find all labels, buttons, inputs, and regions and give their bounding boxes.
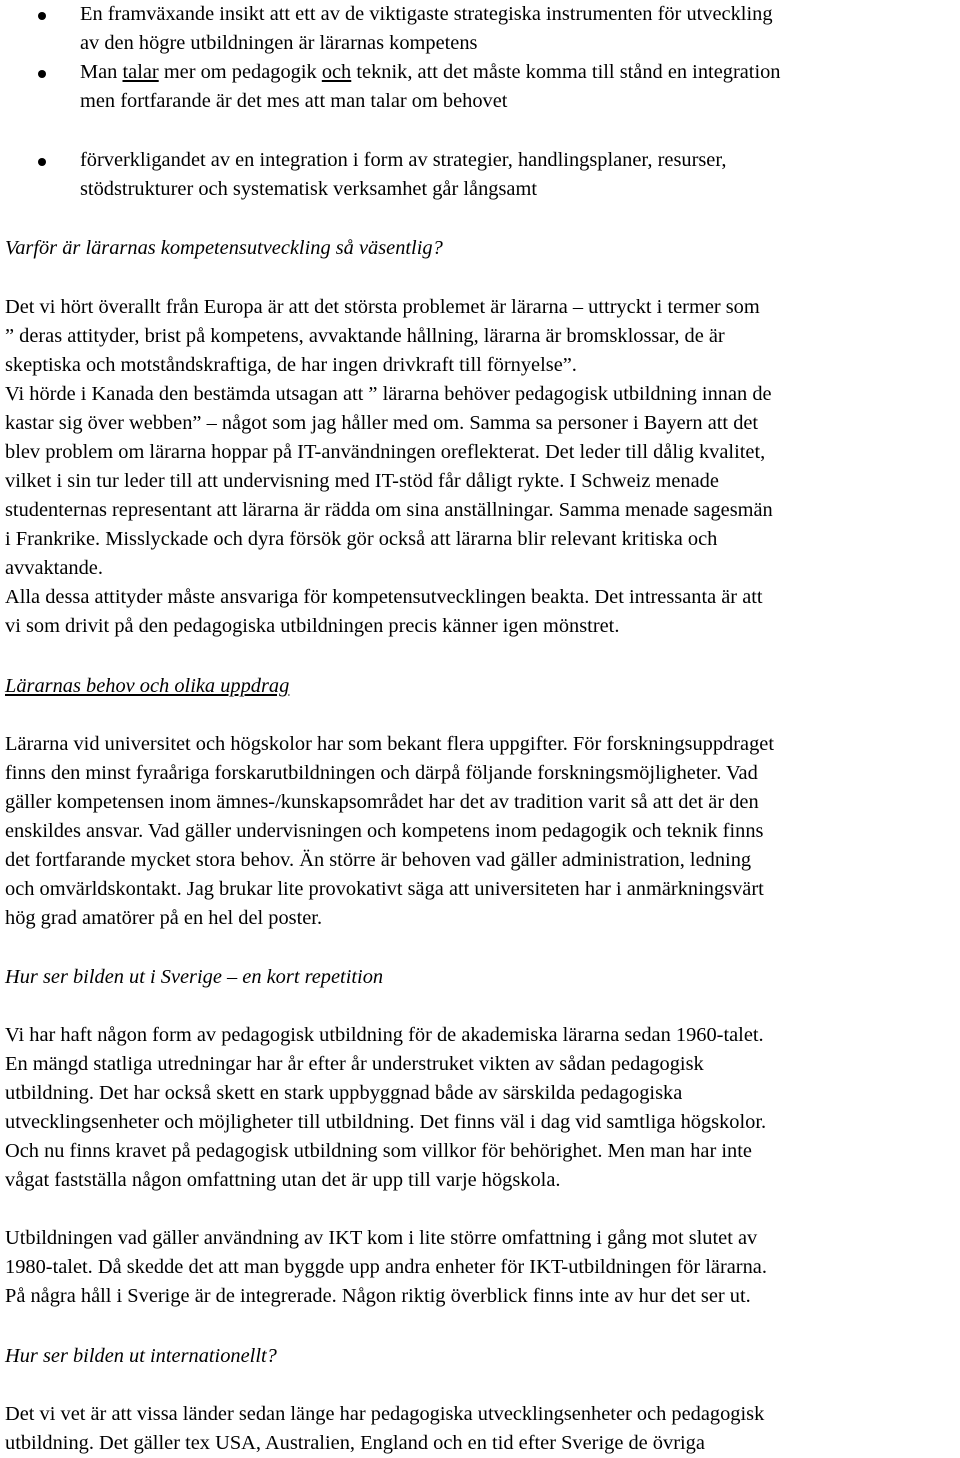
text-line: utbildning. Det gäller tex USA, Australien, England och en tid efter Sverige de övriga — [5, 1432, 705, 1454]
bullet-icon — [38, 70, 46, 78]
text-line: 1980-talet. Då skedde det att man byggde upp andra enheter för IKT-utbildningen för lärarna. — [5, 1256, 767, 1278]
bullet-icon — [38, 158, 46, 166]
text-line: utvecklingsenheter och möjligheter till utbildning. Det finns väl i dag vid samtliga högskolor. — [5, 1111, 767, 1133]
section-heading: Hur ser bilden ut i Sverige – en kort repetition — [5, 966, 384, 988]
text-line: Lärarna vid universitet och högskolor har som bekant flera uppgifter. För forskningsuppdraget — [5, 733, 774, 755]
text-line: kastar sig över webben” – något som jag håller med om. Samma sa personer i Bayern att det — [5, 412, 759, 434]
text-line — [80, 58, 955, 87]
text-line: vi som drivit på den pedagogiska utbildningen precis känner igen mönstret. — [5, 615, 620, 637]
text-line: av den högre utbildningen är lärarnas kompetens — [80, 32, 478, 54]
text-line: finns den minst fyraåriga forskarutbildningen och därpå följande forskningsmöjligheter. Vad — [5, 762, 758, 784]
text-line: enskildes ansvar. Vad gäller undervisningen och kompetens inom pedagogik och teknik finns — [5, 820, 764, 842]
text-line: Utbildningen vad gäller användning av IKT kom i lite större omfattning i gång mot slutet av — [5, 1227, 758, 1249]
paragraph — [5, 730, 960, 933]
paragraph — [5, 1224, 960, 1311]
text-line: Det vi vet är att vissa länder sedan länge har pedagogiska utvecklingsenheter och pedagogisk — [5, 1403, 765, 1425]
text-line: hög grad amatörer på en hel del poster. — [5, 907, 323, 929]
paragraph — [5, 1400, 960, 1458]
text-line: och omvärldskontakt. Jag brukar lite provokativt säga att universiteten har i anmärkningsvärt — [5, 878, 764, 900]
underlined-word: talar — [122, 61, 159, 83]
text-line: Det vi hört överallt från Europa är att det största problemet är lärarna – uttryckt i termer som — [5, 296, 760, 318]
text-line: Vi har haft någon form av pedagogisk utbildning för de akademiska lärarna sedan 1960-talet. — [5, 1024, 764, 1046]
text-line: På några håll i Sverige är de integrerade. Någon riktig överblick finns inte av hur det ser ut. — [5, 1285, 751, 1307]
section-heading: Varför är lärarnas kompetensutveckling så väsentlig? — [5, 237, 443, 259]
text-line: i Frankrike. Misslyckade och dyra försök gör också att lärarna blir relevant kritiska och — [5, 528, 718, 550]
bullet-text — [80, 0, 955, 58]
text-span: teknik, att det måste komma till stånd en integration — [351, 61, 781, 83]
text-line: skeptiska och motståndskraftiga, de har ingen drivkraft till förnyelse”. — [5, 354, 577, 376]
text-line: En mängd statliga utredningar har år efter år understruket vikten av sådan pedagogisk — [5, 1053, 704, 1075]
text-line: vilket i sin tur leder till att undervisning med IT-stöd får dåligt rykte. I Schweiz menade — [5, 470, 719, 492]
section-heading: Hur ser bilden ut internationellt? — [5, 1345, 277, 1367]
text-line: Alla dessa attityder måste ansvariga för kompetensutvecklingen beakta. Det intressanta är att — [5, 586, 763, 608]
text-line: vågat fastställa någon omfattning utan det är upp till varje högskola. — [5, 1169, 561, 1191]
text-line: ” deras attityder, brist på kompetens, avvaktande hållning, lärarna är bromsklossar, de är — [5, 325, 725, 347]
paragraph — [5, 293, 960, 641]
bullet-icon — [38, 12, 46, 20]
underlined-word: och — [321, 61, 352, 83]
paragraph — [5, 1021, 960, 1195]
bullet-text — [80, 58, 955, 116]
text-line: förverkligandet av en integration i form av strategier, handlingsplaner, resurser, — [80, 149, 727, 171]
text-line: studenternas representant att lärarna är rädda om sina anställningar. Samma menade sagesmän — [5, 499, 773, 521]
text-line: gäller kompetensen inom ämnes-/kunskapsområdet har det av tradition varit så att det är den — [5, 791, 759, 813]
section-heading: Lärarnas behov och olika uppdrag — [5, 675, 290, 697]
text-line: avvaktande. — [5, 557, 103, 579]
text-line: En framväxande insikt att ett av de viktigaste strategiska instrumenten för utveckling — [80, 3, 773, 25]
text-line: men fortfarande är det mes att man talar om behovet — [80, 90, 508, 112]
text-span: Man — [80, 61, 123, 83]
text-line: Vi hörde i Kanada den bestämda utsagan att ” lärarna behöver pedagogisk utbildning innan de — [5, 383, 772, 405]
text-span: mer om pedagogik — [158, 61, 322, 83]
text-line: Och nu finns kravet på pedagogisk utbildning som villkor för behörighet. Men man har inte — [5, 1140, 752, 1162]
text-line: stödstrukturer och systematisk verksamhet går långsamt — [80, 178, 537, 200]
text-line: blev problem om lärarna hoppar på IT-användningen oreflekterat. Det leder till dålig kvalitet, — [5, 441, 766, 463]
bullet-text — [80, 146, 955, 204]
text-line: utbildning. Det har också skett en stark uppbyggnad både av särskilda pedagogiska — [5, 1082, 683, 1104]
text-line: det fortfarande mycket stora behov. Än större är behoven vad gäller administration, ledning — [5, 849, 752, 871]
